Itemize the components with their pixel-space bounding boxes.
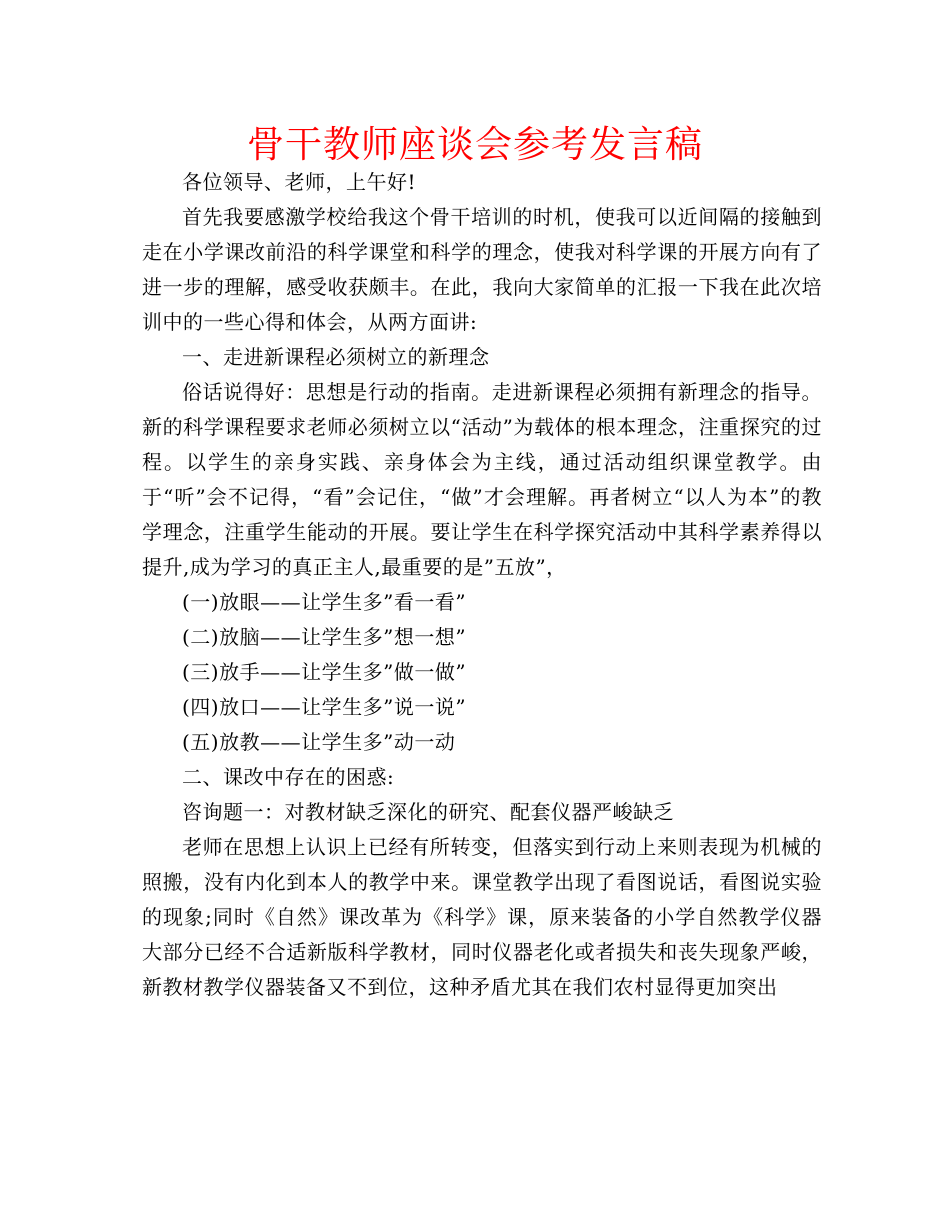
paragraph-problem: 老师在思想上认识上已经有所转变，但落实到行动上来则表现为机械的照搬，没有内化到本人的教学中来。课堂教学出现了看图说话，看图说实验的现象;同时《自然》课改革为《科学》课，原来装备的小学自然教学仪器大部分已经不合适新版科学教材，同时仪器老化或者损失和丧失现象严峻，新教材教学仪器装备又不到位，这种矛盾尤其在我们农村显得更加突出 xyxy=(142,835,822,999)
section-heading-1: 一、走进新课程必须树立的新理念 xyxy=(182,345,490,369)
list-item-5: (五)放教——让学生多”动一动 xyxy=(182,730,456,754)
document-title: 骨干教师座谈会参考发言稿 xyxy=(247,123,703,166)
list-item-1: (一)放眼——让学生多”看一看” xyxy=(182,590,467,614)
paragraph-concept: 俗话说得好：思想是行动的指南。走进新课程必须拥有新理念的指导。新的科学课程要求老师必须树立以“活动”为载体的根本理念，注重探究的过程。以学生的亲身实践、亲身体会为主线，通过活动组织课堂教学。由于“听”会不记得，“看”会记住，“做”才会理解。再者树立“以人为本”的教学理念，注重学生能动的开展。要让学生在科学探究活动中其科学素养得以提升,成为学习的真正主人,最重要的是”五放”， xyxy=(142,380,822,579)
section-heading-2: 二、课改中存在的困惑: xyxy=(182,765,395,789)
list-item-2: (二)放脑——让学生多”想一想” xyxy=(182,625,467,649)
paragraph-intro: 首先我要感激学校给我这个骨干培训的时机，使我可以近间隔的接触到走在小学课改前沿的科学课堂和科学的理念，使我对科学课的开展方向有了进一步的理解，感受收获颇丰。在此，我向大家简单的汇报一下我在此次培训中的一些心得和体会，从两方面讲: xyxy=(142,205,822,334)
document-body xyxy=(142,165,822,1005)
question-heading-1: 咨询题一：对教材缺乏深化的研究、配套仪器严峻缺乏 xyxy=(182,800,674,824)
list-item-4: (四)放口——让学生多”说一说” xyxy=(182,695,467,719)
list-item-3: (三)放手——让学生多”做一做” xyxy=(182,660,467,684)
paragraph-greeting: 各位领导、老师，上午好! xyxy=(182,170,417,194)
